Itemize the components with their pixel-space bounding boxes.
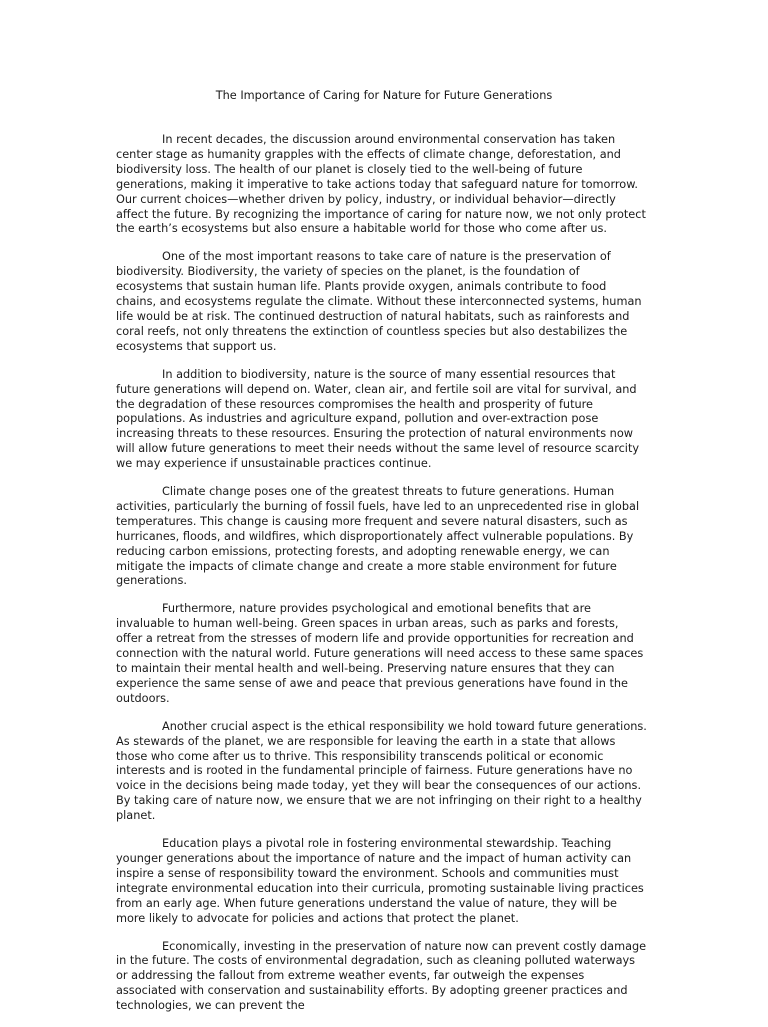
paragraph-7: Education plays a pivotal role in fostering environmental stewardship. Teaching younger generations about the importance of nature and the impact of human activity can inspire a sense of responsibility toward the environment. Schools and communities must integrate environmental education into their curricula, promoting sustainable living practices from an early age. When future generations understand the value of nature, they will be more likely to advocate for policies and actions that protect the planet. [116, 837, 644, 925]
paragraph-1: In recent decades, the discussion around environmental conservation has taken center stage as humanity grapples with the effects of climate change, deforestation, and biodiversity loss. The health of our planet is closely tied to the well-being of future generations, making it imperative to take actions today that safeguard nature for tomorrow. Our current choices—whether driven by policy, industry, or individual behavior—directly affect the future. By recognizing the importance of caring for nature now, we not only protect the earth’s ecosystems but also ensure a habitable world for those who come after us. [116, 133, 646, 236]
document-body [116, 133, 648, 1027]
document-title: The Importance of Caring for Nature for Future Generations [215, 89, 553, 102]
paragraph-5: Furthermore, nature provides psychological and emotional benefits that are invaluable to human well-being. Green spaces in urban areas, such as parks and forests, offer a retreat from the stresses of modern life and provide opportunities for recreation and connection with the natural world. Future generations will need access to these same spaces to maintain their mental health and well-being. Preserving nature ensures that they can experience the same sense of awe and peace that previous generations have found in the outdoors. [116, 602, 644, 705]
paragraph-4: Climate change poses one of the greatest threats to future generations. Human activities, particularly the burning of fossil fuels, have led to an unprecedented rise in global temperatures. This change is causing more frequent and severe natural disasters, such as hurricanes, floods, and wildfires, which disproportionately affect vulnerable populations. By reducing carbon emissions, protecting forests, and adopting renewable energy, we can mitigate the impacts of climate change and create a more stable environment for future generations. [116, 485, 640, 588]
paragraph-6: Another crucial aspect is the ethical responsibility we hold toward future generations. As stewards of the planet, we are responsible for leaving the earth in a state that allows those who come after us to thrive. This responsibility transcends political or economic interests and is rooted in the fundamental principle of fairness. Future generations have no voice in the decisions being made today, yet they will bear the consequences of our actions. By taking care of nature now, we ensure that we are not infringing on their right to a healthy planet. [116, 719, 647, 823]
paragraph-2: One of the most important reasons to take care of nature is the preservation of biodiversity. Biodiversity, the variety of species on the planet, is the foundation of ecosystems that sustain human life. Plants provide oxygen, animals contribute to food chains, and ecosystems regulate the climate. Without these interconnected systems, human life would be at risk. The continued destruction of natural habitats, such as rainforests and coral reefs, not only threatens the extinction of countless species but also destabilizes the ecosystems that support us. [116, 250, 642, 353]
paragraph-8: Economically, investing in the preservation of nature now can prevent costly damage in the future. The costs of environmental degradation, such as cleaning polluted waterways or addressing the fallout from extreme weather events, far outweigh the expenses associated with conservation and sustainability efforts. By adopting greener practices and technologies, we can prevent the [116, 939, 647, 1013]
paragraph-3: In addition to biodiversity, nature is the source of many essential resources that future generations will depend on. Water, clean air, and fertile soil are vital for survival, and the degradation of these resources compromises the health and prosperity of future populations. As industries and agriculture expand, pollution and over-extraction pose increasing threats to these resources. Ensuring the protection of natural environments now will allow future generations to meet their needs without the same level of resource scarcity we may experience if unsustainable practices continue. [116, 367, 640, 471]
